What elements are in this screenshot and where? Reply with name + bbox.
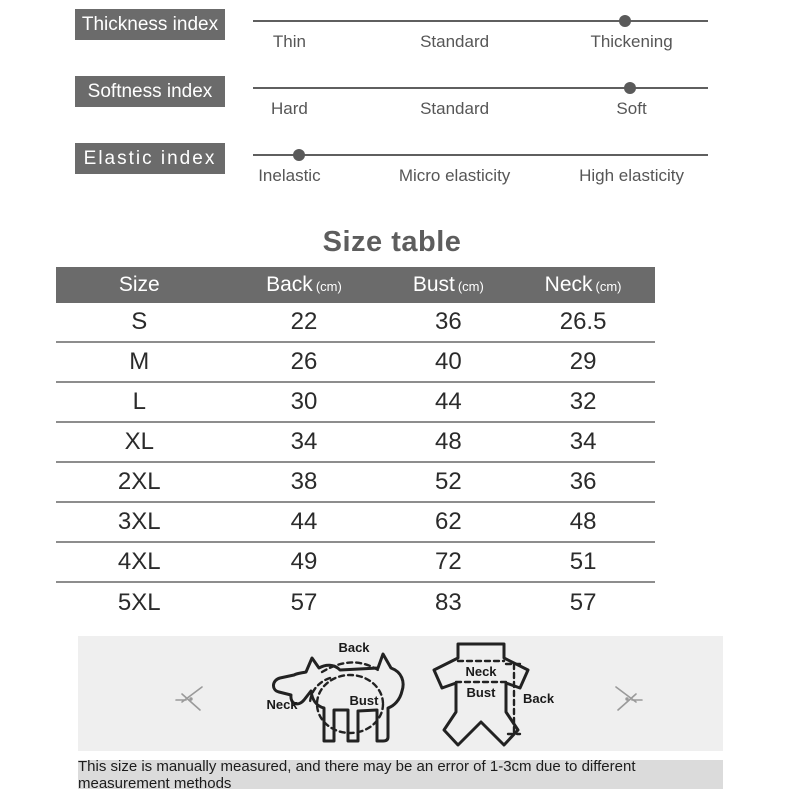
dog-neck-label: Neck: [266, 697, 298, 712]
slider-dot: [624, 82, 636, 94]
cell-size: 4XL: [117, 548, 161, 575]
cell-size: L: [132, 388, 146, 415]
col-header-back: [223, 273, 386, 297]
slider-track: [253, 87, 708, 89]
garment-bust-label: Bust: [466, 685, 496, 700]
size-table-title: Size table: [322, 226, 462, 258]
unit-label: (cm): [457, 279, 484, 294]
col-header-size: [56, 273, 223, 297]
cell-back: 34: [290, 428, 318, 455]
tick-label: Hard: [270, 99, 308, 118]
table-row: [56, 503, 655, 543]
slider-track: [253, 20, 708, 22]
table-row: [56, 303, 655, 343]
cell-bust: 48: [434, 428, 462, 455]
prev-arrow-icon[interactable]: [172, 680, 206, 714]
unit-label: (cm): [595, 279, 622, 294]
cell-bust: 83: [434, 589, 462, 616]
cell-size: M: [129, 348, 150, 375]
col-header-label: Back: [266, 273, 313, 296]
index-row-thickness: [0, 5, 800, 73]
col-header-label: Size: [118, 273, 160, 296]
cell-size: 5XL: [117, 589, 161, 616]
cell-back: 38: [290, 468, 318, 495]
table-row: [56, 463, 655, 503]
cell-neck: 29: [569, 348, 597, 375]
table-row: [56, 383, 655, 423]
dog-back-label: Back: [338, 640, 370, 655]
thickness-index-label: Thickness index: [75, 9, 225, 40]
cell-size: 3XL: [117, 508, 161, 535]
table-row: [56, 343, 655, 383]
table-row: [56, 423, 655, 463]
table-row: [56, 543, 655, 583]
table-row: [56, 583, 655, 623]
index-row-softness: [0, 72, 800, 140]
col-header-label: Bust: [412, 273, 455, 296]
tick-label: Soft: [616, 99, 647, 118]
elastic-slider: [253, 139, 708, 207]
cell-back: 26: [290, 348, 318, 375]
tick-label: Thickening: [590, 32, 673, 51]
tick-label: Micro elasticity: [398, 166, 511, 185]
cell-back: 44: [290, 508, 318, 535]
dog-bust-label: Bust: [349, 693, 379, 708]
tick-label: Standard: [420, 32, 490, 51]
measurement-diagram-panel: [78, 636, 723, 751]
slider-dot: [293, 149, 305, 161]
cell-neck: 57: [569, 589, 597, 616]
garment-neck-label: Neck: [465, 664, 497, 679]
cell-neck: 48: [569, 508, 597, 535]
cell-bust: 62: [434, 508, 462, 535]
tick-label: Inelastic: [258, 166, 321, 185]
cell-size: XL: [124, 428, 154, 455]
measurement-disclaimer: This size is manually measured, and there may be an error of 1-3cm due to different measurement methods: [78, 760, 723, 789]
col-header-label: Neck: [544, 273, 593, 296]
table-header-row: [56, 267, 655, 303]
softness-index-label: Softness index: [75, 76, 225, 107]
cell-neck: 36: [569, 468, 597, 495]
elastic-index-label: Elastic index: [75, 143, 225, 174]
cell-back: 30: [290, 388, 318, 415]
cell-bust: 44: [434, 388, 462, 415]
tick-label: Thin: [272, 32, 306, 51]
col-header-neck: [511, 273, 655, 297]
cell-bust: 52: [434, 468, 462, 495]
garment-measurement-diagram: [426, 638, 558, 750]
cell-back: 49: [290, 548, 318, 575]
col-header-bust: [385, 273, 511, 297]
cell-neck: 34: [569, 428, 597, 455]
index-row-elastic: [0, 139, 800, 207]
cell-neck: 51: [569, 548, 597, 575]
cell-size: 2XL: [117, 468, 161, 495]
cell-bust: 40: [434, 348, 462, 375]
slider-dot: [619, 15, 631, 27]
cell-neck: 32: [569, 388, 597, 415]
cell-back: 57: [290, 589, 318, 616]
unit-label: (cm): [315, 279, 342, 294]
thickness-slider: [253, 5, 708, 73]
cell-back: 22: [290, 308, 318, 335]
cell-bust: 36: [434, 308, 462, 335]
dog-measurement-diagram: [266, 638, 426, 750]
slider-track: [253, 154, 708, 156]
tick-label: Standard: [420, 99, 490, 118]
garment-back-label: Back: [523, 691, 555, 706]
size-table: [56, 267, 655, 623]
cell-size: S: [131, 308, 148, 335]
softness-slider: [253, 72, 708, 140]
cell-neck: 26.5: [559, 308, 607, 335]
tick-label: High elasticity: [579, 166, 684, 185]
next-arrow-icon[interactable]: [612, 680, 646, 714]
cell-bust: 72: [434, 548, 462, 575]
